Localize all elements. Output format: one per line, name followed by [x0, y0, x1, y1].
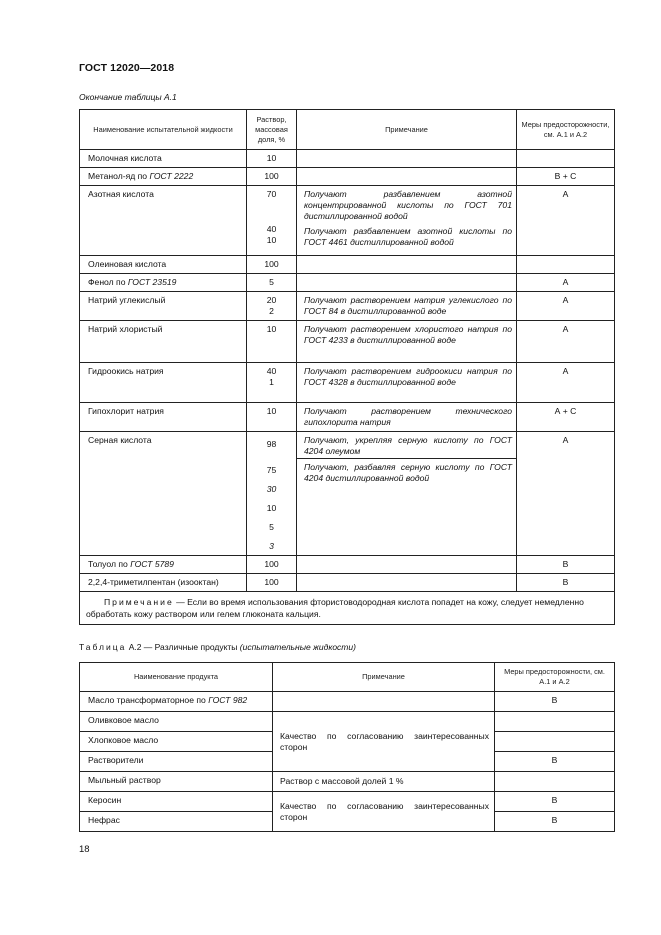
- table-row: [80, 712, 615, 732]
- table-row: [80, 574, 615, 592]
- row-name: Натрий углекислый: [80, 292, 247, 321]
- row-value: 98: [266, 439, 277, 449]
- row-value: 100: [264, 171, 279, 181]
- table-row: [80, 403, 615, 432]
- row-value: 1: [269, 377, 274, 387]
- table-header-row: [80, 110, 615, 150]
- table1-caption: Окончание таблицы А.1: [79, 92, 177, 102]
- row-precaution: А: [517, 186, 615, 256]
- row-value: 10: [266, 324, 277, 334]
- table-row: [80, 150, 615, 168]
- row-note: Получают разбавлением азотной концентрированной кислоты по ГОСТ 701 дистиллированной водой: [304, 189, 512, 221]
- row-value: 10: [266, 503, 277, 513]
- row-precaution: [495, 732, 615, 752]
- header-note: Примечание: [273, 663, 495, 692]
- row-note: [297, 150, 517, 168]
- header-precautions: Меры предосторожности, см. А.1 и А.2: [495, 663, 615, 692]
- row-precaution: [495, 712, 615, 732]
- row-precaution: А: [517, 292, 615, 321]
- row-precaution: В: [495, 752, 615, 772]
- row-note: [297, 574, 517, 592]
- document-title: ГОСТ 12020—2018: [79, 62, 175, 74]
- table-row: [80, 432, 615, 556]
- row-note: [297, 274, 517, 292]
- row-value: 75: [266, 465, 277, 475]
- row-precaution: А + С: [517, 403, 615, 432]
- row-value: 10: [266, 406, 277, 416]
- header-name: Наименование испытательной жидкости: [80, 110, 247, 150]
- row-name: Хлопковое масло: [80, 732, 273, 752]
- table-footnote-row: [80, 592, 615, 625]
- row-precaution: В: [495, 792, 615, 812]
- row-precaution: В: [495, 812, 615, 832]
- row-note: Качество по согласованию заинтересованных сторон: [273, 792, 495, 832]
- row-name: Масло трансформаторное по ГОСТ 982: [80, 692, 273, 712]
- header-solution: Раствор, массовая доля, %: [247, 110, 297, 150]
- row-value: 5: [269, 277, 274, 287]
- table2-caption: Таблица А.2 — Различные продукты (испытательные жидкости): [79, 642, 356, 652]
- row-note: [273, 692, 495, 712]
- row-name: Гипохлорит натрия: [80, 403, 247, 432]
- row-value: 10: [266, 235, 277, 245]
- row-name: Толуол по ГОСТ 5789: [80, 556, 247, 574]
- row-note: [297, 256, 517, 274]
- table-a1: [79, 109, 615, 625]
- table-header-row: [80, 663, 615, 692]
- table-row: [80, 792, 615, 812]
- row-name: Фенол по ГОСТ 23519: [80, 274, 247, 292]
- row-name: Азотная кислота: [80, 186, 247, 256]
- table-row: [80, 772, 615, 792]
- row-value: 100: [264, 559, 279, 569]
- row-name: Метанол-яд по ГОСТ 2222: [80, 168, 247, 186]
- table-footnote: [80, 592, 615, 625]
- row-name: Натрий хлористый: [80, 321, 247, 363]
- row-name: Олеиновая кислота: [80, 256, 247, 274]
- row-value: 10: [266, 153, 277, 163]
- row-name: Керосин: [80, 792, 273, 812]
- row-value: 20: [266, 295, 277, 305]
- row-note: Получают растворением хлористого натрия по ГОСТ 4233 в дистиллированной воде: [297, 321, 517, 363]
- page-number: 18: [79, 844, 90, 855]
- table-row: [80, 186, 615, 256]
- row-precaution: А: [517, 321, 615, 363]
- row-note: Получают растворением технического гипохлорита натрия: [297, 403, 517, 432]
- table-row: [80, 168, 615, 186]
- row-value: 40: [266, 224, 277, 234]
- table-row: [80, 256, 615, 274]
- header-product-name: Наименование продукта: [80, 663, 273, 692]
- row-value: 2: [269, 306, 274, 316]
- footnote-label: Примечание: [104, 597, 174, 607]
- row-precaution: А: [517, 274, 615, 292]
- table-row: [80, 321, 615, 363]
- row-note: Получают растворением гидроокиси натрия по ГОСТ 4328 в дистиллированной воде: [297, 363, 517, 403]
- header-note: Примечание: [297, 110, 517, 150]
- table-row: [80, 363, 615, 403]
- row-value: 5: [269, 522, 274, 532]
- table-row: [80, 692, 615, 712]
- row-name: Гидроокись натрия: [80, 363, 247, 403]
- row-name: Нефрас: [80, 812, 273, 832]
- row-name: Молочная кислота: [80, 150, 247, 168]
- row-value: 100: [264, 577, 279, 587]
- row-note: Получают разбавлением азотной кислоты по ГОСТ 4461 дистиллированной водой: [304, 226, 512, 247]
- row-name: Оливковое масло: [80, 712, 273, 732]
- row-note: Получают, разбавляя серную кислоту по ГОСТ 4204 дистиллированной водой: [297, 458, 516, 487]
- row-precaution: [517, 150, 615, 168]
- row-note: [297, 168, 517, 186]
- footnote-text: — Если во время использования фтористоводородная кислота попадет на кожу, следует немедленно обработать кожу раствором или гелем глюконата кальция.: [86, 597, 584, 619]
- row-precaution: [517, 256, 615, 274]
- row-precaution: [495, 772, 615, 792]
- row-precaution: В: [495, 692, 615, 712]
- row-note: Получают растворением натрия углекислого по ГОСТ 84 в дистиллированной воде: [297, 292, 517, 321]
- header-precautions: Меры предосторожности, см. А.1 и А.2: [517, 110, 615, 150]
- row-note: Качество по согласованию заинтересованных сторон: [273, 712, 495, 772]
- table-a2: [79, 662, 615, 832]
- row-note: [297, 556, 517, 574]
- row-precaution: В: [517, 556, 615, 574]
- row-value: 70: [266, 189, 277, 199]
- row-value: 30: [266, 484, 277, 494]
- row-precaution: А: [517, 432, 615, 556]
- table-row: [80, 556, 615, 574]
- row-value: 3: [269, 541, 274, 551]
- table-row: [80, 274, 615, 292]
- row-value: 40: [266, 366, 277, 376]
- row-precaution: В: [517, 574, 615, 592]
- row-precaution: В + С: [517, 168, 615, 186]
- row-precaution: А: [517, 363, 615, 403]
- row-value: 100: [264, 259, 279, 269]
- row-note: Получают, укрепляя серную кислоту по ГОСТ 4204 олеумом: [304, 435, 512, 456]
- row-note: Раствор с массовой долей 1 %: [273, 772, 495, 792]
- row-name: Растворители: [80, 752, 273, 772]
- table-row: [80, 292, 615, 321]
- row-name: Мыльный раствор: [80, 772, 273, 792]
- row-name: Серная кислота: [80, 432, 247, 556]
- row-name: 2,2,4-триметилпентан (изооктан): [80, 574, 247, 592]
